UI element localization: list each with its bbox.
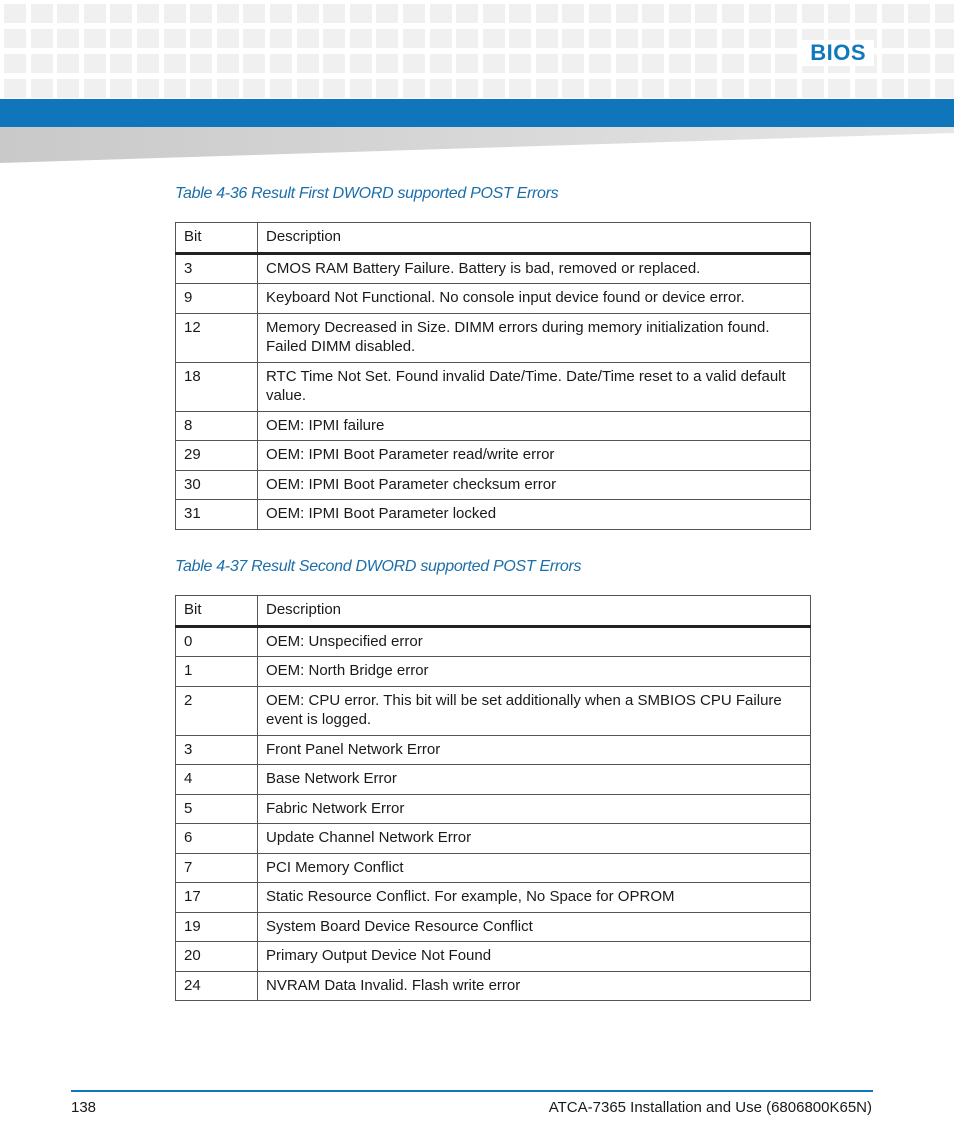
bit-cell: 20 [176,942,258,972]
table-row [176,883,811,913]
header-tile [57,54,79,73]
bit-cell: 19 [176,912,258,942]
header-tile [243,4,265,23]
header-tile [31,54,53,73]
description-cell: Memory Decreased in Size. DIMM errors during memory initialization found. Failed DIMM disabled. [258,313,811,362]
table2-caption: Table 4-37 Result Second DWORD supported POST Errors [175,558,582,575]
header-tile [616,4,638,23]
header-tile [110,4,132,23]
page-number: 138 [71,1099,97,1116]
header-tile [137,79,159,98]
table2 [175,595,811,1001]
header-tile [669,29,691,48]
header-tile [882,54,904,73]
section-title: BIOS [802,40,874,66]
description-cell: Primary Output Device Not Found [258,942,811,972]
header-tile [536,29,558,48]
header-tile [882,4,904,23]
header-tile [749,29,771,48]
header-tile [110,54,132,73]
header-tile [483,54,505,73]
header-tile [4,79,26,98]
bit-cell: 30 [176,470,258,500]
header-tile [642,54,664,73]
header-tile [376,79,398,98]
bit-cell: 7 [176,853,258,883]
header-tile [935,54,954,73]
table-row [176,942,811,972]
header-tile [536,4,558,23]
footer-rule [71,1090,873,1092]
header-tile [190,79,212,98]
header-tile [509,29,531,48]
header-tile [589,79,611,98]
description-cell: OEM: IPMI Boot Parameter checksum error [258,470,811,500]
description-cell: Base Network Error [258,765,811,795]
header-tile [350,4,372,23]
header-tile [164,4,186,23]
header-tile [430,29,452,48]
header-tile [376,54,398,73]
bit-cell: 12 [176,313,258,362]
header-tile [616,54,638,73]
header-tile [57,4,79,23]
header-tile [217,4,239,23]
header-tile [57,79,79,98]
header-tile [562,4,584,23]
header-blue-band [0,99,954,127]
description-cell: RTC Time Not Set. Found invalid Date/Time. Date/Time reset to a valid default value. [258,362,811,411]
table-row [176,253,811,284]
header-tile [31,79,53,98]
header-tile [297,79,319,98]
header-tile [509,4,531,23]
header-tile [110,79,132,98]
header-tile [882,29,904,48]
header-tile [137,54,159,73]
description-cell: Keyboard Not Functional. No console input device found or device error. [258,284,811,314]
header-tile [695,29,717,48]
header-tile [164,54,186,73]
header-tile [562,79,584,98]
header-tile [456,54,478,73]
bit-cell: 3 [176,253,258,284]
header-tile [84,54,106,73]
header-tile [270,4,292,23]
header-tile [669,54,691,73]
bit-cell: 4 [176,765,258,795]
header-tile [908,29,930,48]
header-tile [775,29,797,48]
header-tile [589,54,611,73]
header-tile [695,54,717,73]
header-tile [616,79,638,98]
table-row [176,657,811,687]
header-tile [190,54,212,73]
header-tile [243,54,265,73]
header-tile [350,29,372,48]
header-tile [297,4,319,23]
table-row [176,284,811,314]
header-tile [695,79,717,98]
header-tile [749,54,771,73]
bit-cell: 9 [176,284,258,314]
description-cell: Front Panel Network Error [258,735,811,765]
header-tile [190,4,212,23]
table-row [176,853,811,883]
header-tile [908,54,930,73]
table-row [176,686,811,735]
bit-cell: 1 [176,657,258,687]
description-cell: NVRAM Data Invalid. Flash write error [258,971,811,1001]
table-row [176,794,811,824]
header-tile [270,29,292,48]
bit-cell: 3 [176,735,258,765]
header-tile [722,29,744,48]
header-tile [323,29,345,48]
table1-header-bit: Bit [176,223,258,254]
header-tile [217,79,239,98]
header-tile [802,4,824,23]
table-row [176,735,811,765]
header-tile [137,4,159,23]
table2-header-description: Description [258,596,811,627]
header-tile [589,4,611,23]
header-tile [350,54,372,73]
header-tile [323,54,345,73]
table2-header-bit: Bit [176,596,258,627]
header-tile [270,79,292,98]
header-tile [323,79,345,98]
header-tile [243,29,265,48]
bit-cell: 24 [176,971,258,1001]
header-tile [562,54,584,73]
table1-header-description: Description [258,223,811,254]
header-tile [722,54,744,73]
header-tile [935,29,954,48]
description-cell: Static Resource Conflict. For example, No Space for OPROM [258,883,811,913]
header-tile [642,79,664,98]
header-tile [722,79,744,98]
table-row [176,824,811,854]
header-tile [775,4,797,23]
header-tile [4,4,26,23]
header-tile [430,54,452,73]
header-tile [84,79,106,98]
header-tile [749,79,771,98]
description-cell: OEM: IPMI failure [258,411,811,441]
header-tile [536,54,558,73]
header-tile [775,79,797,98]
header-tile [31,29,53,48]
table1-body [176,253,811,529]
header-tile [4,29,26,48]
bit-cell: 31 [176,500,258,530]
header-tile [270,54,292,73]
table1-caption: Table 4-36 Result First DWORD supported POST Errors [175,185,559,202]
bit-cell: 18 [176,362,258,411]
header-tile [57,29,79,48]
header-tile [483,29,505,48]
document-title: ATCA-7365 Installation and Use (6806800K65N) [548,1099,872,1116]
header-tile [456,29,478,48]
header-tile [669,4,691,23]
header-tile [297,54,319,73]
description-cell: OEM: North Bridge error [258,657,811,687]
header-tile [403,4,425,23]
table1-header-row [176,223,811,254]
description-cell: OEM: IPMI Boot Parameter locked [258,500,811,530]
table-row [176,411,811,441]
header-tile [536,79,558,98]
table2-header-row [176,596,811,627]
table-row [176,441,811,471]
header-tile [749,4,771,23]
description-cell: CMOS RAM Battery Failure. Battery is bad, removed or replaced. [258,253,811,284]
bit-cell: 17 [176,883,258,913]
description-cell: OEM: Unspecified error [258,626,811,657]
header-tile [802,79,824,98]
header-tile [908,4,930,23]
header-tile [164,29,186,48]
table-row [176,313,811,362]
header-tile [430,79,452,98]
header-tile [669,79,691,98]
table-row [176,362,811,411]
bit-cell: 8 [176,411,258,441]
header-tile [376,29,398,48]
bit-cell: 5 [176,794,258,824]
header-tile [430,4,452,23]
description-cell: PCI Memory Conflict [258,853,811,883]
header-tile [855,4,877,23]
header-tile [509,79,531,98]
header-tile [722,4,744,23]
header-tile [589,29,611,48]
header-tile [483,4,505,23]
table-row [176,765,811,795]
header-tile [403,79,425,98]
header-tile [110,29,132,48]
header-tile [616,29,638,48]
header-tile [350,79,372,98]
description-cell: Update Channel Network Error [258,824,811,854]
header-tile [456,4,478,23]
description-cell: OEM: CPU error. This bit will be set additionally when a SMBIOS CPU Failure event is logged. [258,686,811,735]
header-tile [456,79,478,98]
header-tile [376,4,398,23]
table2-body [176,626,811,1001]
header-tile [642,4,664,23]
header-gray-wedge [0,127,954,163]
header-tile [323,4,345,23]
header-tile [243,79,265,98]
table-row [176,470,811,500]
bit-cell: 29 [176,441,258,471]
header-tile [882,79,904,98]
header-tile [908,79,930,98]
table-row [176,971,811,1001]
header-tile [84,29,106,48]
header-tile [509,54,531,73]
header-tile [164,79,186,98]
header-tile [403,54,425,73]
header-tile [403,29,425,48]
header-tile [217,29,239,48]
header-tile [4,54,26,73]
description-cell: Fabric Network Error [258,794,811,824]
header-tile [935,4,954,23]
header-tile [217,54,239,73]
table-row [176,912,811,942]
header-tile [695,4,717,23]
bit-cell: 2 [176,686,258,735]
header-tile [297,29,319,48]
header-tile [31,4,53,23]
header-tile [84,4,106,23]
bit-cell: 0 [176,626,258,657]
header-tile [855,79,877,98]
header-tile [137,29,159,48]
table-row [176,500,811,530]
table-row [176,626,811,657]
header-tile [562,29,584,48]
header-tile [828,4,850,23]
description-cell: OEM: IPMI Boot Parameter read/write error [258,441,811,471]
bit-cell: 6 [176,824,258,854]
table1 [175,222,811,530]
description-cell: System Board Device Resource Conflict [258,912,811,942]
header-tile [483,79,505,98]
header-tile [828,79,850,98]
header-tile [775,54,797,73]
header-tile [190,29,212,48]
header-tile [642,29,664,48]
header-tile [935,79,954,98]
